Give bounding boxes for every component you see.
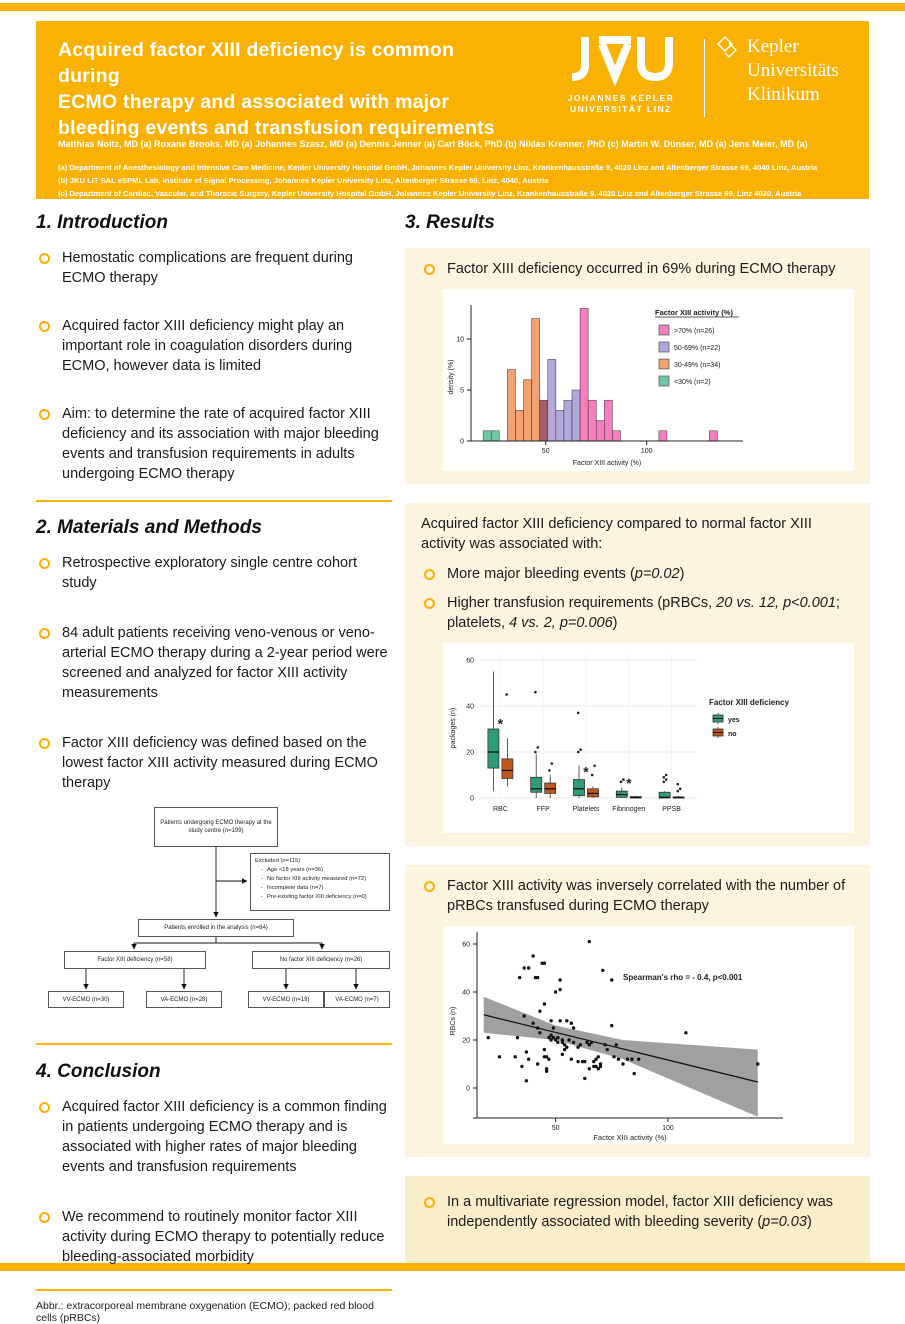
scatter-chart: [443, 926, 854, 1144]
svg-text:20: 20: [462, 1037, 470, 1045]
jku-logo-caption-1: JOHANNES KEPLER: [567, 93, 675, 103]
boxplot-chart: [443, 643, 854, 833]
section-title-methods: 2. Materials and Methods: [36, 517, 262, 538]
introduction-bullets: [36, 248, 392, 484]
svg-text:20: 20: [466, 749, 474, 757]
flow-box-excluded: [250, 853, 390, 911]
section-divider: [36, 1043, 392, 1045]
svg-text:40: 40: [462, 989, 470, 997]
affiliation-a: (a) Department of Anesthesiology and Intensive Care Medicine, Kepler University Hospital GmbH, Johannes Kepler University Linz, Krankenhausstraße 9, 4020 Linz and Altenberger Strasse 69, 4040 Linz, Austria: [58, 163, 818, 172]
svg-text:*: *: [497, 715, 504, 732]
conclusion-bullets: [36, 1097, 392, 1267]
jku-logo: [546, 35, 696, 115]
result-bullet-regression: In a multivariate regression model, factor XIII deficiency was independently associated with bleeding severity (p=0.03): [421, 1192, 854, 1232]
flow-excluded-title: Excluded (n=115): [255, 858, 301, 864]
svg-text:60: 60: [462, 941, 470, 949]
list-item: - Pre-existing factor XIII deficiency (n=0): [261, 893, 385, 902]
svg-text:RBCs (n): RBCs (n): [450, 1006, 457, 1036]
svg-text:Factor XIII activity (%): Factor XIII activity (%): [655, 308, 733, 317]
left-column: [36, 212, 392, 1324]
poster-title: [58, 37, 498, 141]
result-bullet-bleeding: More major bleeding events (p=0.02): [421, 564, 854, 584]
svg-text:Platelets: Platelets: [572, 806, 600, 813]
results-panel-regression: [405, 1176, 870, 1263]
list-item: - Incomplete data (n=7): [261, 884, 385, 893]
svg-text:Factor XIII activity (%): Factor XIII activity (%): [593, 1133, 667, 1142]
results-panel-correlation: [405, 865, 870, 1157]
results-panel-histogram: [405, 248, 870, 484]
section-title-introduction: 1. Introduction: [36, 212, 168, 233]
svg-text:60: 60: [466, 657, 474, 665]
result-bullet-incidence: Factor XIII deficiency occurred in 69% during ECMO therapy: [421, 259, 854, 279]
svg-text:RBC: RBC: [493, 806, 508, 813]
list-item: 84 adult patients receiving veno-venous or veno-arterial ECMO therapy during a 2-year period were screened and analyzed for factor XIII activity measurements: [36, 623, 392, 703]
section-title-results: 3. Results: [405, 212, 495, 233]
flow-box-no-deficiency: No factor XIII deficiency (n=26): [252, 951, 390, 969]
flow-box-va-ecmo-def: VA-ECMO (n=28): [146, 991, 222, 1008]
flow-excluded-list: [255, 866, 385, 902]
list-item: Retrospective exploratory single centre cohort study: [36, 553, 392, 593]
top-accent-bar: [0, 3, 905, 11]
list-item: Hemostatic complications are frequent during ECMO therapy: [36, 248, 392, 288]
svg-text:density (%): density (%): [448, 359, 455, 395]
list-item: Acquired factor XIII deficiency might play an important role in coagulation disorders during ECMO, however data is limited: [36, 316, 392, 376]
section-divider: [36, 500, 392, 502]
klinikum-diamond-icon: [717, 35, 739, 59]
svg-text:Factor XIII deficiency: Factor XIII deficiency: [709, 698, 790, 707]
svg-text:*: *: [583, 763, 589, 780]
svg-text:yes: yes: [728, 717, 740, 724]
flow-box-vv-ecmo-def: VV-ECMO (n=30): [48, 991, 124, 1008]
histogram-svg: [443, 289, 787, 471]
list-item: We recommend to routinely monitor factor XIII activity during ECMO therapy to potentially reduce bleeding-associated morbidity: [36, 1207, 392, 1267]
flow-box-vv-ecmo-nodef: VV-ECMO (n=19): [248, 991, 324, 1008]
svg-text:0: 0: [460, 438, 464, 446]
svg-text:40: 40: [466, 703, 474, 711]
klinikum-logo: [717, 35, 839, 107]
svg-text:packages (n): packages (n): [450, 707, 457, 749]
svg-text:Fibrinogen: Fibrinogen: [612, 806, 646, 813]
histogram-chart: [443, 289, 854, 471]
title-line-2: ECMO therapy and associated with major: [58, 91, 450, 113]
svg-text:no: no: [728, 731, 737, 738]
list-item: - Age <18 years (n=36): [261, 866, 385, 875]
right-column: [405, 212, 870, 1263]
svg-text:100: 100: [662, 1125, 674, 1132]
flow-box-screened: Patients undergoing ECMO therapy at the study centre (n=199): [154, 807, 278, 847]
svg-text:50-69% (n=22): 50-69% (n=22): [674, 345, 721, 352]
result-bullet-correlation: Factor XIII activity was inversely correlated with the number of pRBCs transfused during ECMO therapy: [421, 876, 854, 916]
svg-text:50: 50: [551, 1125, 560, 1132]
list-item: Factor XIII deficiency was defined based on the lowest factor XIII activity measured during ECMO therapy: [36, 733, 392, 793]
svg-text:5: 5: [460, 387, 464, 395]
svg-text:PPSB: PPSB: [662, 806, 681, 813]
section-divider: [36, 1289, 392, 1291]
list-item: Acquired factor XIII deficiency is a common finding in patients undergoing ECMO therapy and is associated with higher rates of major bleeding events and transfusion requirements: [36, 1097, 392, 1177]
svg-text:*: *: [626, 775, 632, 792]
title-line-3: bleeding events and transfusion requirements: [58, 117, 495, 139]
list-item: - No factor XIII activity measured (n=72): [261, 875, 385, 884]
svg-text:Spearman's rho = - 0.4, p<0.0: Spearman's rho = - 0.4, p<0.001: [623, 973, 743, 982]
svg-text:50: 50: [541, 448, 550, 455]
affiliation-b: (b) JKU LIT SAL eSPML Lab, Institute of Signal Processing, Johannes Kepler University Linz, Altenberger Strasse 69, Linz, 4040, Austria: [58, 176, 549, 185]
authors-line: Matthias Noitz, MD (a) Roxane Brooks, MD (a) Johannes Szasz, MD (a) Dennis Jenner (a) Carl Böck, PhD (b) Niklas Krenner, PhD (c) Martin W. Dünser, MD (a) Jens Meier, MD (a): [58, 139, 808, 149]
results-panel-transfusion: [405, 503, 870, 846]
title-line-1: Acquired factor XIII deficiency is common during: [58, 39, 455, 87]
poster-header: [36, 21, 869, 199]
list-item: Aim: to determine the rate of acquired factor XIII deficiency and its association with major bleeding events and transfusion requirements in adults undergoing ECMO therapy: [36, 404, 392, 484]
affiliation-c: (c) Department of Cardiac, Vascular, and Thoracic Surgery, Kepler University Hospital GmbH, Johannes Kepler University Linz, Krankenhausstraße 9, 4020 Linz and Altenberger Strasse 69, Linz 4020, Austria: [58, 189, 802, 198]
svg-text:>70% (n=26): >70% (n=26): [674, 328, 715, 335]
result-bullet-transfusion: Higher transfusion requirements (pRBCs, 20 vs. 12, p<0.001; platelets, 4 vs. 2, p=0.006): [421, 593, 854, 633]
methods-bullets: [36, 553, 392, 793]
flow-box-deficiency: Factor XIII deficiency (n=58): [64, 951, 206, 969]
svg-text:0: 0: [470, 795, 474, 803]
patient-flowchart: [36, 801, 392, 1033]
affiliations: [58, 161, 858, 200]
svg-text:10: 10: [456, 336, 464, 344]
svg-text:FFP: FFP: [536, 806, 550, 813]
logo-group: [546, 35, 856, 130]
jku-logo-caption-2: UNIVERSITÄT LINZ: [570, 104, 672, 114]
association-lead-text: Acquired factor XIII deficiency compared to normal factor XIII activity was associated with:: [421, 516, 812, 552]
svg-text:Factor XIII activity (%): Factor XIII activity (%): [572, 460, 642, 467]
flow-box-va-ecmo-nodef: VA-ECMO (n=7): [324, 991, 390, 1008]
svg-text:0: 0: [466, 1085, 470, 1093]
boxplot-svg: [443, 643, 789, 833]
section-title-conclusion: 4. Conclusion: [36, 1061, 161, 1082]
svg-text:<30% (n=2): <30% (n=2): [674, 379, 711, 386]
klinikum-logo-text: Kepler Universitäts Klinikum: [747, 36, 839, 105]
svg-text:30-49% (n=34): 30-49% (n=34): [674, 362, 721, 369]
abbreviations-note: Abbr.: extracorporeal membrane oxygenation (ECMO); packed red blood cells (pRBCs): [36, 1300, 374, 1324]
logo-divider: [704, 39, 705, 117]
scatter-svg: [443, 926, 791, 1144]
svg-text:100: 100: [640, 448, 653, 455]
jku-logo-icon: [569, 35, 673, 83]
flow-box-enrolled: Patients enrolled in the analysis (n=84): [138, 919, 294, 937]
